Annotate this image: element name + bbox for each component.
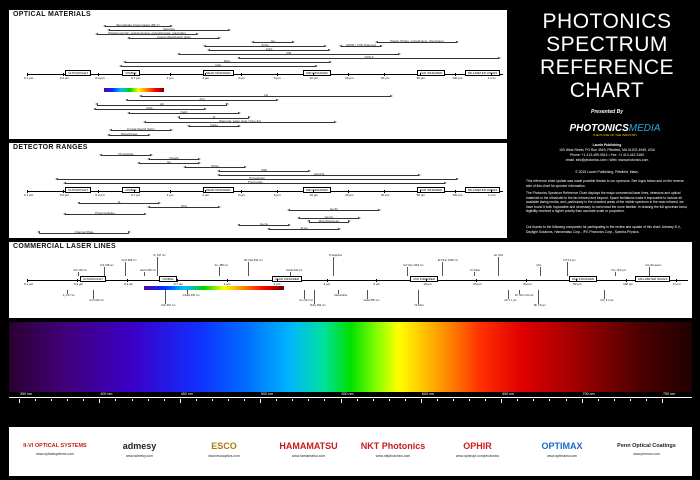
range-bar bbox=[189, 123, 239, 128]
range-bar-label: InSb bbox=[260, 168, 268, 172]
scale-minor-tick bbox=[549, 399, 550, 401]
sponsor-url: www.nktphotonics.com bbox=[375, 453, 411, 458]
laser-line bbox=[567, 262, 568, 276]
laser-label: Ho:YAG bbox=[493, 254, 504, 257]
range-bar-label: Crystal Quartz (SiO₂) bbox=[126, 127, 156, 132]
sponsor-url: www.opticalsystems.com bbox=[36, 451, 74, 456]
laser-line bbox=[538, 290, 539, 304]
range-bar bbox=[219, 168, 309, 172]
sponsor-logo[interactable] bbox=[269, 430, 349, 468]
scale-minor-tick bbox=[228, 399, 229, 401]
sponsor-name: HAMAMATSU bbox=[279, 440, 338, 451]
sponsor-name: Penn Optical Coatings bbox=[617, 442, 676, 449]
axis-region-label: ULTRAVIOLET bbox=[65, 70, 91, 76]
laser-label: Ti:Sapphire bbox=[328, 254, 343, 257]
sponsor-url: www.pennoc.com bbox=[633, 451, 660, 456]
laser-label: Er:YAG 2.94 µm bbox=[515, 294, 534, 297]
scale-tick bbox=[501, 399, 502, 403]
range-bar-label: KCl bbox=[199, 97, 205, 102]
laser-line bbox=[219, 267, 220, 276]
range-bar-label: Silica/Infrasil bbox=[120, 131, 138, 136]
scale-minor-tick bbox=[517, 399, 518, 401]
axis-number: 50 µm bbox=[416, 76, 426, 80]
range-bar-label: BaF₂ bbox=[224, 59, 231, 63]
laser-line bbox=[157, 257, 158, 276]
scale-tick bbox=[421, 399, 422, 403]
range-bar bbox=[109, 131, 149, 136]
scale-tick bbox=[99, 399, 100, 403]
optical-materials-title: OPTICAL MATERIALS bbox=[13, 11, 91, 18]
range-bar-label: PbSe bbox=[211, 164, 219, 168]
scale-line bbox=[9, 397, 692, 398]
range-bar-label: Ge:Cu bbox=[324, 214, 334, 219]
scale-minor-tick bbox=[51, 399, 52, 401]
laser-label: Nd:YAG 532 nm bbox=[243, 259, 263, 262]
scale-tick bbox=[582, 399, 583, 403]
range-bar-label: PbS bbox=[181, 203, 187, 208]
sponsor-url: www.ophiropt.com/photonics bbox=[455, 453, 500, 458]
range-bar bbox=[377, 39, 457, 43]
axis-number: 0.7 µm bbox=[131, 76, 141, 80]
sponsor-name: OPHIR bbox=[463, 440, 492, 451]
sponsor-logo[interactable] bbox=[522, 430, 602, 468]
axis-number: 5 µm bbox=[273, 193, 281, 197]
scale-minor-tick bbox=[533, 399, 534, 401]
axis-number: 100 µm bbox=[452, 193, 463, 197]
range-bar bbox=[125, 59, 330, 63]
scale-minor-tick bbox=[598, 399, 599, 401]
laser-label: CO₂ 10.6 µm bbox=[610, 269, 626, 272]
range-bar-label: Microbolometer bbox=[318, 218, 340, 223]
range-bar-label: Channel Plate bbox=[74, 229, 94, 234]
range-bar bbox=[105, 23, 171, 27]
range-bar-label: Ge:Au bbox=[259, 222, 269, 227]
laser-line bbox=[604, 290, 605, 299]
laser-axis bbox=[24, 276, 688, 286]
sponsor-name: II-VI OPTICAL SYSTEMS bbox=[23, 442, 87, 449]
laser-label: Er:Fiber 1550 nm bbox=[437, 259, 458, 262]
scale-tick bbox=[341, 399, 342, 403]
scale-minor-tick bbox=[566, 399, 567, 401]
laser-label: GaAs 850 nm bbox=[363, 299, 380, 302]
scale-minor-tick bbox=[437, 399, 438, 401]
scale-minor-tick bbox=[276, 399, 277, 401]
axis-number: 0.2 µm bbox=[59, 193, 69, 197]
range-bar bbox=[121, 63, 316, 67]
laser-label: CO₂ 9.4 µm bbox=[600, 299, 614, 302]
range-bar bbox=[219, 172, 419, 176]
sponsor-url: www.optimaxsi.com bbox=[547, 453, 577, 458]
laser-line bbox=[93, 290, 94, 299]
range-bar-label: Pyroelectric bbox=[249, 176, 265, 180]
laser-line bbox=[498, 257, 499, 276]
publisher-line: Laurin Publishing bbox=[592, 143, 622, 147]
title-line: PHOTONICS bbox=[542, 10, 672, 33]
publisher-line: 100 West Street, PO Box 4949, Pittsfield, MA 01202-4949, USA bbox=[559, 148, 655, 152]
range-bar bbox=[39, 229, 129, 234]
laser-line bbox=[540, 267, 541, 276]
laser-line bbox=[165, 290, 166, 304]
axis-number: 1 mm bbox=[673, 282, 681, 286]
axis-number: 0.4 µm bbox=[123, 282, 134, 286]
range-bar bbox=[57, 176, 457, 180]
laser-line bbox=[248, 262, 249, 276]
title-line: CHART bbox=[569, 79, 645, 102]
scale-minor-tick bbox=[67, 399, 68, 401]
detector-ranges-panel bbox=[9, 143, 507, 238]
scale-minor-tick bbox=[292, 399, 293, 401]
laser-label: CO 5.4 µm bbox=[562, 259, 576, 262]
axis-region-label: MILLIMETER WAVES bbox=[465, 187, 500, 193]
range-bar bbox=[209, 47, 329, 51]
scale-minor-tick bbox=[630, 399, 631, 401]
laser-label: Tm:Fiber bbox=[469, 269, 481, 272]
range-bar-label: MgF₂ bbox=[146, 105, 154, 110]
laser-label: Nd:YAG 1064 nm bbox=[403, 264, 424, 267]
photonics-media-logo[interactable] bbox=[560, 118, 670, 133]
range-bar-label: Si bbox=[117, 200, 121, 204]
axis-number: 3 µm bbox=[238, 76, 245, 80]
laser-line bbox=[418, 290, 419, 304]
axis-number: 1 µm bbox=[166, 76, 174, 80]
range-bar bbox=[65, 180, 445, 184]
range-bar bbox=[185, 164, 245, 168]
scale-minor-tick bbox=[132, 399, 133, 401]
laser-line bbox=[333, 257, 334, 276]
scale-label: 750 nm bbox=[663, 392, 675, 396]
scale-tick bbox=[662, 399, 663, 403]
scale-minor-tick bbox=[646, 399, 647, 401]
laser-lines-panel bbox=[9, 242, 692, 318]
scale-minor-tick bbox=[212, 399, 213, 401]
scale-label: 700 nm bbox=[582, 392, 595, 396]
range-bar-label: Fused silica/Quartz glass bbox=[157, 35, 191, 39]
optical-visible-band bbox=[104, 88, 164, 92]
laser-label: ArF 193 nm bbox=[73, 269, 88, 272]
laser-line bbox=[125, 262, 126, 276]
scale-minor-tick bbox=[308, 399, 309, 401]
laser-label: InGaN 405 nm bbox=[182, 294, 200, 297]
axis-number: 0.4 µm bbox=[95, 76, 105, 80]
sponsor-logo[interactable] bbox=[607, 430, 687, 468]
axis-number: 30 µm bbox=[523, 282, 532, 286]
presented-by: Presented By bbox=[591, 109, 623, 115]
axis-number: 2 µm bbox=[273, 282, 281, 286]
laser-line bbox=[442, 262, 443, 276]
range-bar-label: Borosilicate Crown Glass (BK-7) bbox=[116, 23, 160, 27]
range-bar bbox=[79, 200, 159, 204]
axis-region-label: MID INFRARED bbox=[303, 187, 331, 193]
scale-minor-tick bbox=[469, 399, 470, 401]
optical-materials-panel bbox=[9, 10, 507, 139]
laser-line bbox=[304, 290, 305, 299]
axis-number: 10 µm bbox=[423, 282, 432, 286]
sponsor-logo[interactable] bbox=[353, 430, 433, 468]
scale-minor-tick bbox=[373, 399, 374, 401]
sponsor-name: admesy bbox=[122, 440, 157, 451]
sponsor-url: www.escooptics.com bbox=[208, 453, 240, 458]
range-bar bbox=[253, 39, 293, 43]
axis-region-label: VISIBLE bbox=[122, 70, 139, 76]
scale-label: 450 nm bbox=[180, 392, 193, 396]
description-paragraph: The Photonics Spectrum Reference Chart displays the major commercial laser lines, detectors and optical materials in the ultraviolet to the far-infrared and beyond. Space limitations make it impossible to include all available lasing media, and, particularly in the crowded areas of the visible spectrum in the near-infrared, we have found it both impossible and necessary to overcrowd the more familiar. In drawing the full spectrum band, legibility received a higher priority than accurate scale or proportion. bbox=[526, 191, 688, 214]
scale-tick bbox=[19, 399, 20, 403]
range-bar-label: Si:As bbox=[300, 225, 308, 230]
laser-label: KrF 248 nm bbox=[100, 264, 114, 267]
axis-region-label: FAR INFRARED bbox=[569, 276, 597, 282]
scale-minor-tick bbox=[357, 399, 358, 401]
axis-number: 100 µm bbox=[452, 76, 463, 80]
laser-label: Yb:Fiber bbox=[414, 304, 424, 307]
range-bar-label: Ge:Zn bbox=[329, 207, 339, 212]
laser-label: QCL bbox=[536, 264, 542, 267]
sponsor-name: NKT Photonics bbox=[360, 440, 426, 451]
axis-number: 5 µm bbox=[373, 282, 381, 286]
scale-minor-tick bbox=[453, 399, 454, 401]
scale-label: 350 nm bbox=[20, 392, 32, 396]
laser-label: KrCl 222 nm bbox=[89, 299, 104, 302]
range-bar bbox=[129, 35, 219, 39]
range-bar-label: Plastics (acrylic, optical styrene, polycarbonate, polyimide) bbox=[108, 31, 186, 35]
range-bar-label: NaCl bbox=[180, 110, 188, 115]
laser-line bbox=[314, 290, 315, 304]
range-bar-label: Ge bbox=[270, 39, 275, 43]
axis-number: 30 µm bbox=[380, 76, 390, 80]
axis-number: 0.4 µm bbox=[95, 193, 105, 197]
range-bar-label: Ge bbox=[166, 160, 171, 164]
axis-number: 20 µm bbox=[345, 76, 354, 80]
axis-region-label: VISIBLE bbox=[159, 276, 176, 282]
range-bar-label: GaAs bbox=[210, 123, 218, 128]
range-bar bbox=[205, 43, 325, 47]
axis-region-label: NEAR INFRARED bbox=[203, 187, 234, 193]
logo-tagline: THE PULSE OF THE INDUSTRY bbox=[592, 133, 638, 137]
detector-axis bbox=[24, 187, 503, 197]
laser-line bbox=[104, 267, 105, 276]
axis-number: 0.7 µm bbox=[173, 282, 183, 286]
axis-region-label: MID INFRARED bbox=[410, 276, 438, 282]
axis-region-label: VISIBLE bbox=[122, 187, 139, 193]
laser-line bbox=[407, 267, 408, 276]
axis-region-label: MID INFRARED bbox=[303, 70, 331, 76]
intro-paragraph: This reference chart update was made possible thanks to our sponsors. See logos below and on the reverse side of this chart for sponsor information. bbox=[526, 179, 684, 188]
laser-label: HF 2.7 µm bbox=[504, 299, 517, 302]
axis-region-label: ULTRAVIOLET bbox=[65, 187, 91, 193]
title-line: SPECTRUM bbox=[546, 33, 668, 56]
range-bar bbox=[101, 152, 151, 156]
scale-label: 600 nm bbox=[421, 392, 434, 396]
scale-label: 550 nm bbox=[341, 392, 354, 396]
laser-label: XeCl 308 nm bbox=[121, 259, 137, 262]
laser-lines-title: COMMERCIAL LASER LINES bbox=[13, 243, 116, 250]
laser-label: DF 3.8 µm bbox=[533, 304, 546, 307]
axis-region-label: MILLIMETER WAVES bbox=[635, 276, 670, 282]
range-bar-label: Photomultiplier bbox=[95, 211, 115, 216]
chart-title bbox=[522, 10, 692, 102]
scale-minor-tick bbox=[35, 399, 36, 401]
scale-label: 400 nm bbox=[100, 392, 113, 396]
range-bar-label: CsI bbox=[263, 93, 269, 97]
range-bar-label: ZnSe bbox=[261, 43, 269, 47]
logo-text-a: PHOTONICS bbox=[569, 123, 629, 134]
laser-label: F₂ 157 nm bbox=[62, 294, 75, 297]
optical-axis bbox=[24, 70, 503, 80]
scale-minor-tick bbox=[115, 399, 116, 401]
sponsor-logos bbox=[9, 427, 692, 476]
range-bar bbox=[149, 203, 219, 208]
axis-number: 3 µm bbox=[238, 193, 245, 197]
range-bar bbox=[309, 218, 349, 223]
scale-minor-tick bbox=[196, 399, 197, 401]
scale-label: 500 nm bbox=[261, 392, 274, 396]
visible-spectrum-band bbox=[9, 322, 692, 392]
sponsor-logo[interactable] bbox=[438, 430, 518, 468]
axis-number: 10 µm bbox=[309, 76, 318, 80]
range-bar-label: LiF bbox=[159, 101, 165, 106]
laser-line bbox=[508, 290, 509, 299]
publisher-line: email: info@photonics.com • Web: www.photonics.com bbox=[565, 158, 649, 162]
axis-number: 20 µm bbox=[345, 193, 354, 197]
axis-number: 0.2 µm bbox=[73, 282, 84, 286]
axis-number: 20 µm bbox=[473, 282, 482, 286]
axis-number: 2 µm bbox=[202, 76, 210, 80]
laser-label: Ar+ 488 nm bbox=[214, 264, 228, 267]
axis-region-label: NEAR INFRARED bbox=[272, 276, 303, 282]
range-bar-label: Diamond, water clear (Type IIa) bbox=[219, 118, 261, 123]
range-bar-label: HgCdTe bbox=[313, 172, 325, 176]
sponsor-url: www.hamamatsu.com bbox=[291, 453, 326, 458]
range-bar bbox=[109, 27, 229, 31]
laser-label: Kr+ 647 nm bbox=[299, 299, 314, 302]
range-bar-label: InGaAs bbox=[168, 156, 179, 160]
scale-minor-tick bbox=[244, 399, 245, 401]
range-bar bbox=[145, 118, 335, 123]
axis-number: 50 µm bbox=[416, 193, 426, 197]
axis-number: 5 µm bbox=[273, 76, 281, 80]
sponsor-logo[interactable] bbox=[100, 430, 180, 468]
axis-number: 0.1 µm bbox=[24, 76, 34, 80]
scale-minor-tick bbox=[389, 399, 390, 401]
axis-region-label: ULTRAVIOLET bbox=[80, 276, 106, 282]
laser-label: Alexandrite bbox=[334, 294, 348, 297]
laser-label: Ruby 694 nm bbox=[310, 304, 326, 307]
axis-number: 1 mm bbox=[488, 193, 496, 197]
axis-number: 3 µm bbox=[323, 282, 331, 286]
range-bar bbox=[341, 43, 381, 47]
copyright: © 2015 Laurin Publishing, Pittsfield, Mass. bbox=[575, 170, 639, 174]
sponsor-logo[interactable] bbox=[15, 430, 95, 468]
scale-minor-tick bbox=[83, 399, 84, 401]
range-bar-label: CaF₂ bbox=[215, 63, 222, 67]
range-bar bbox=[179, 51, 399, 55]
sponsor-name: OPTIMAX bbox=[541, 440, 583, 451]
laser-label: HeCd 325 nm bbox=[140, 269, 157, 272]
sponsor-url: www.admesy.com bbox=[125, 453, 154, 458]
range-bar-label: Plastic (Teflon, polyethylene, Styrofoam) bbox=[390, 39, 444, 43]
spectrum-scale bbox=[9, 392, 692, 417]
range-bar-label: Sapphire bbox=[162, 27, 175, 31]
range-bar bbox=[239, 55, 499, 59]
axis-region-label: MILLIMETER WAVES bbox=[465, 70, 500, 76]
laser-label: HeNe 633 nm bbox=[286, 269, 303, 272]
scale-minor-tick bbox=[164, 399, 165, 401]
title-line: REFERENCE bbox=[539, 56, 675, 79]
range-bar bbox=[97, 31, 197, 35]
axis-number: 2 µm bbox=[202, 193, 210, 197]
sponsor-name: ESCO bbox=[211, 440, 237, 451]
axis-number: 0.1 µm bbox=[24, 193, 34, 197]
axis-number: 50 µm bbox=[573, 282, 582, 286]
scale-label: 650 nm bbox=[502, 392, 515, 396]
axis-number: 30 µm bbox=[380, 193, 390, 197]
axis-number: 1 µm bbox=[166, 193, 174, 197]
laser-line bbox=[649, 267, 650, 276]
thanks-paragraph: Our thanks to the following companies for participating in the review and update of this chart: Admesy B.V., Daylight Solutions, Hamamatsu Corp., IPG Photonics Corp., Spectra-Physics. bbox=[526, 225, 682, 234]
range-bar-label: KBr bbox=[286, 51, 292, 55]
range-bar-label: KRS-5 bbox=[364, 55, 374, 59]
range-bar-label: Thermopile bbox=[247, 180, 263, 184]
axis-region-label: FAR INFRARED bbox=[417, 70, 445, 76]
scale-minor-tick bbox=[485, 399, 486, 401]
scale-tick bbox=[260, 399, 261, 403]
axis-number: 10 µm bbox=[309, 193, 318, 197]
range-bar bbox=[269, 225, 339, 230]
laser-line bbox=[367, 290, 368, 299]
axis-number: 1 µm bbox=[223, 282, 231, 286]
range-bar-label: Photodiode bbox=[118, 152, 134, 156]
range-bar bbox=[289, 207, 379, 212]
scale-minor-tick bbox=[405, 399, 406, 401]
axis-number: 0.1 µm bbox=[24, 282, 34, 286]
laser-label: Far-IR Lasers bbox=[645, 264, 662, 267]
laser-label: N₂ 337 nm bbox=[153, 254, 166, 257]
publisher-line: Phone: +1 413-499-0514 • Fax: +1 413-442-3180 bbox=[569, 153, 645, 157]
scale-minor-tick bbox=[148, 399, 149, 401]
axis-number: 0.7 µm bbox=[131, 193, 141, 197]
range-bar bbox=[149, 156, 199, 160]
laser-label: XeF 351 nm bbox=[161, 304, 176, 307]
sponsor-logo[interactable] bbox=[184, 430, 264, 468]
range-bar-label: HDPE / CVD Diamond bbox=[345, 43, 376, 47]
range-bar-label: AgCl bbox=[265, 47, 273, 51]
scale-minor-tick bbox=[324, 399, 325, 401]
axis-number: 0.2 µm bbox=[59, 76, 69, 80]
axis-region-label: FAR INFRARED bbox=[417, 187, 445, 193]
range-bar-label: Si bbox=[212, 114, 216, 119]
range-bar bbox=[139, 160, 199, 164]
axis-region-label: NEAR INFRARED bbox=[203, 70, 234, 76]
range-bar bbox=[65, 211, 145, 216]
scale-minor-tick bbox=[614, 399, 615, 401]
axis-number: 100 µm bbox=[623, 282, 634, 286]
axis-number: 1 mm bbox=[488, 76, 496, 80]
publisher-info bbox=[522, 143, 692, 163]
scale-tick bbox=[180, 399, 181, 403]
detector-ranges-title: DETECTOR RANGES bbox=[13, 144, 88, 151]
logo-text-b: MEDIA bbox=[628, 123, 661, 134]
